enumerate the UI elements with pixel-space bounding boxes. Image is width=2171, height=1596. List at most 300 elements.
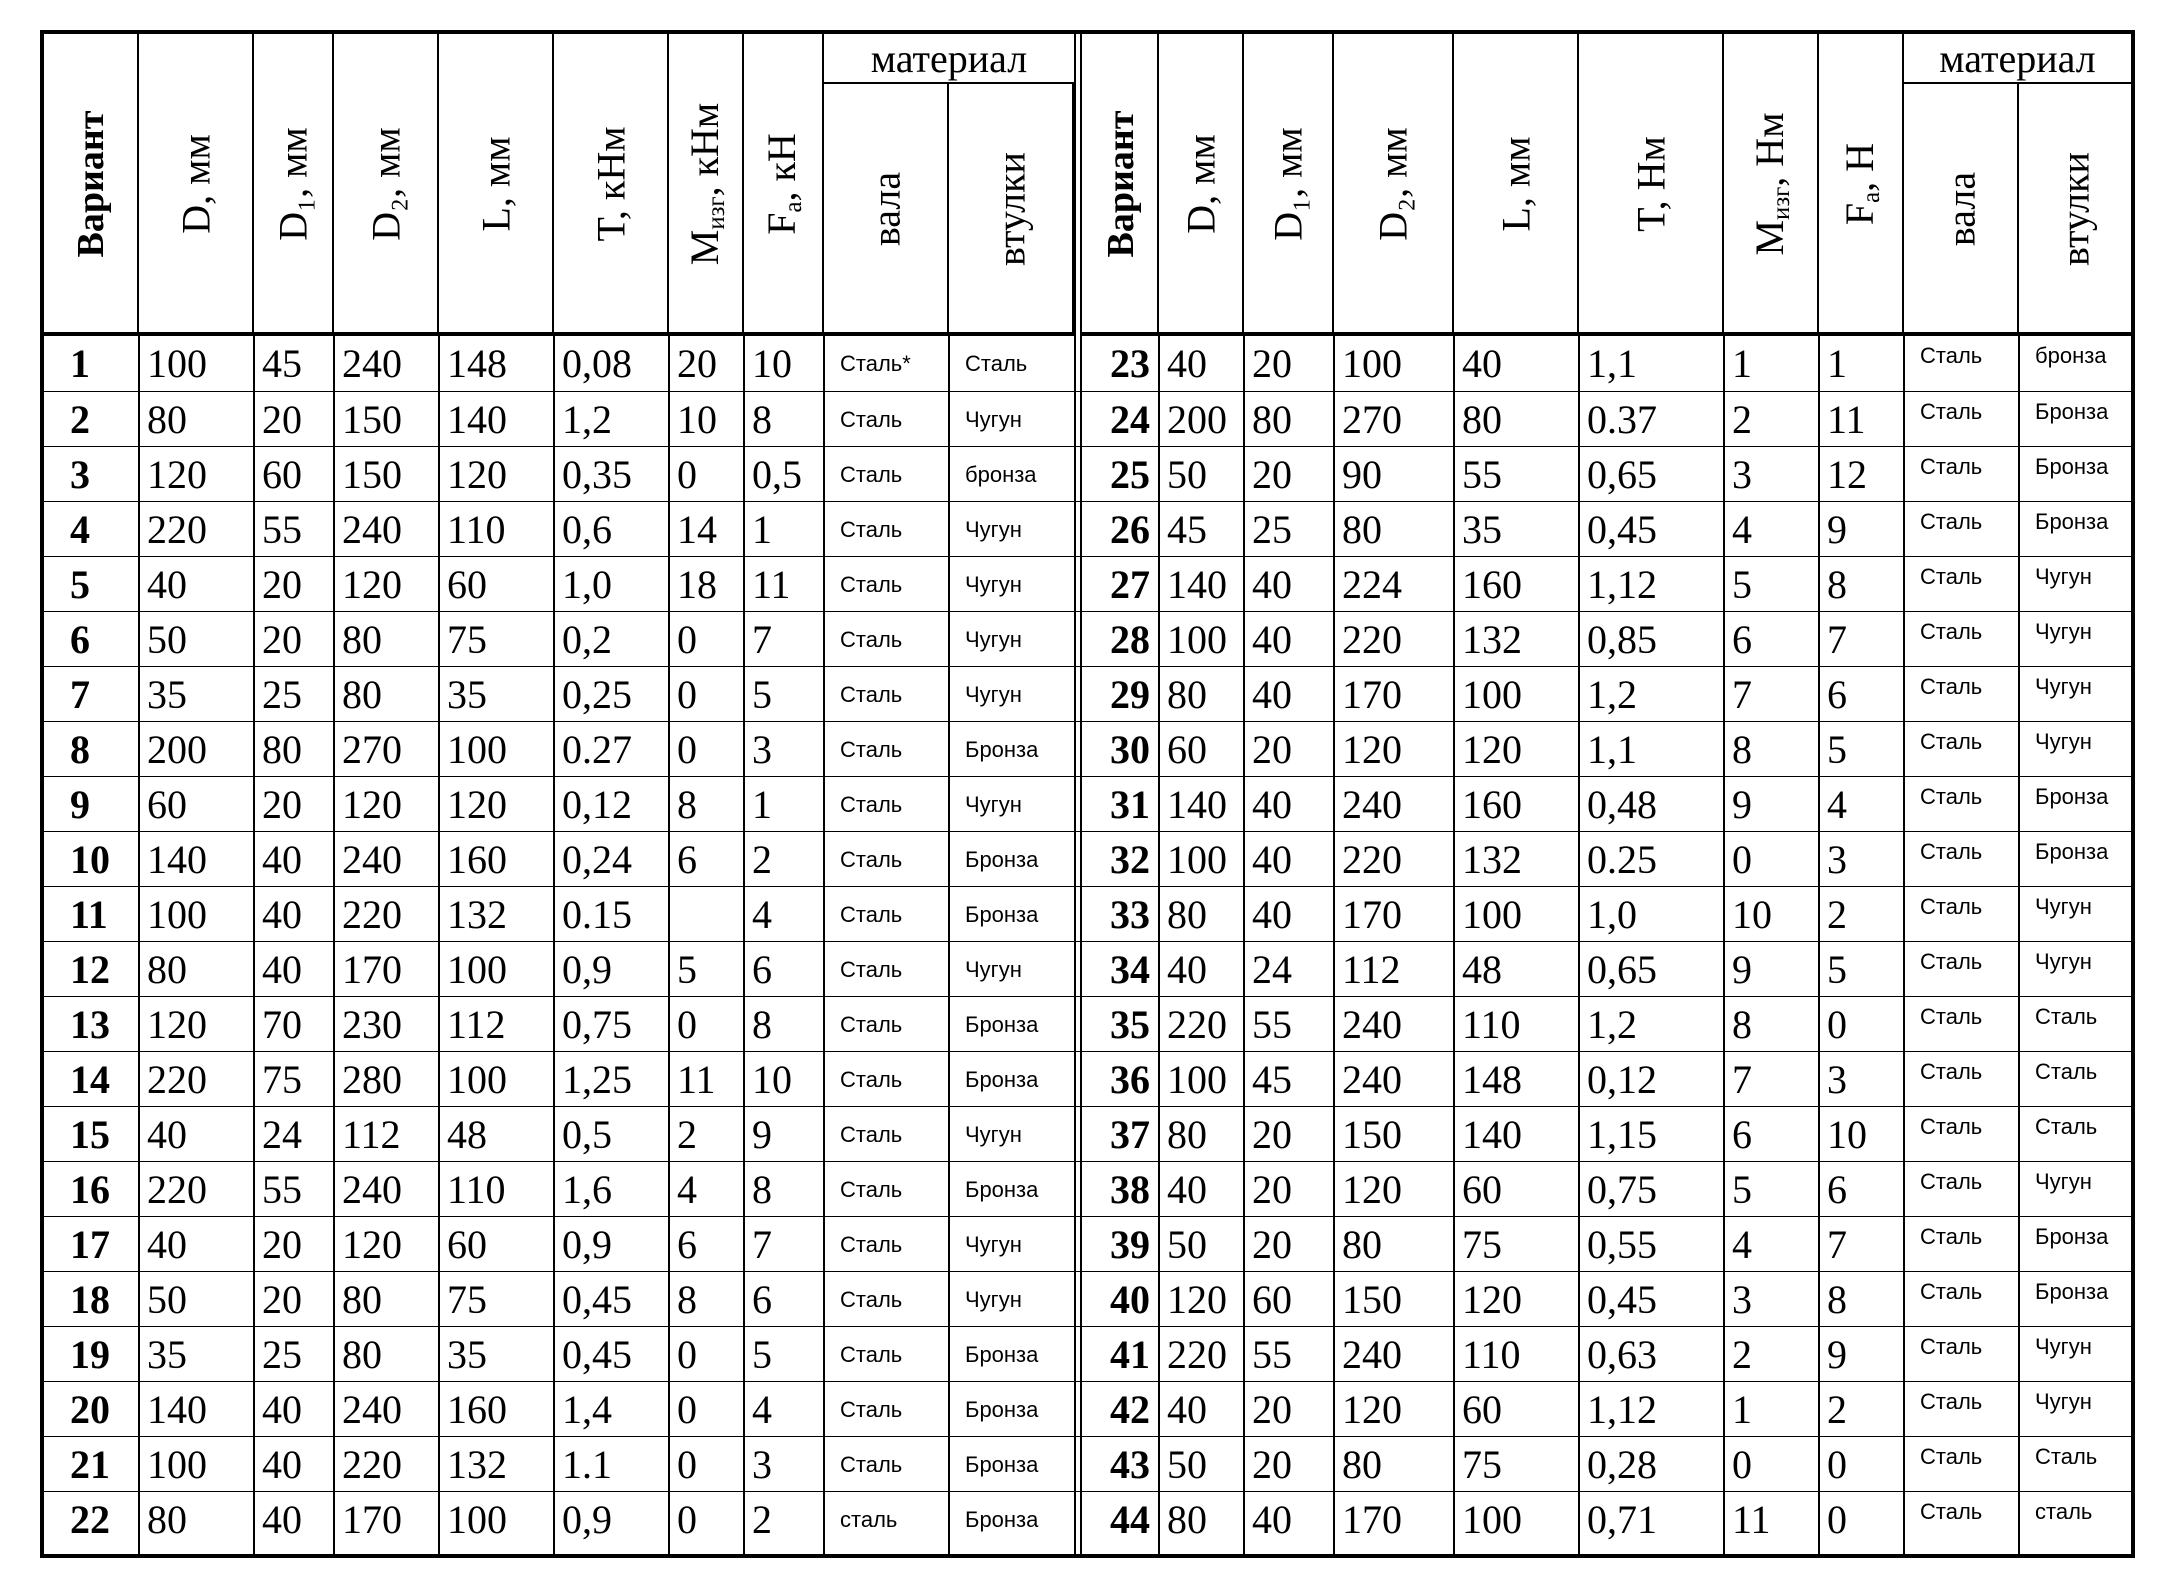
cell-L: 60 xyxy=(1462,1387,1502,1432)
header-right-D xyxy=(1159,34,1244,334)
cell-bushing: Бронза xyxy=(965,1452,1039,1477)
header-left-D2 xyxy=(334,34,439,334)
cell-D: 120 xyxy=(1167,1277,1227,1322)
header-left-M-label: $M_{изг}$, кНм xyxy=(681,102,730,266)
cell-L: 132 xyxy=(447,1442,507,1487)
cell-bushing: Бронза xyxy=(965,1397,1039,1422)
cell-F: 11 xyxy=(752,562,791,607)
cell-L: 40 xyxy=(1462,341,1502,386)
cell-variant: 11 xyxy=(70,892,108,937)
header-right-variant-label: Вариант xyxy=(1099,110,1142,258)
header-left-D2-label: D₂, мм xyxy=(363,127,408,241)
cell-L: 110 xyxy=(1462,1332,1521,1377)
cell-D1: 40 xyxy=(1252,892,1292,937)
cell-shaft: Сталь xyxy=(1920,949,1983,974)
cell-shaft: Сталь xyxy=(1920,1389,1983,1414)
cell-bushing: Бронза xyxy=(965,737,1039,762)
cell-L: 75 xyxy=(1462,1442,1502,1487)
cell-L: 100 xyxy=(1462,892,1522,937)
cell-D1: 40 xyxy=(1252,617,1292,662)
cell-bushing: Чугун xyxy=(965,957,1022,982)
cell-M: 20 xyxy=(677,341,717,386)
cell-D2: 80 xyxy=(1342,1442,1382,1487)
cell-bushing: Бронза xyxy=(965,1177,1039,1202)
cell-D: 80 xyxy=(1167,892,1207,937)
cell-F: 4 xyxy=(752,892,772,937)
cell-bushing: Чугун xyxy=(965,682,1022,707)
cell-D1: 40 xyxy=(1252,837,1292,882)
cell-L: 100 xyxy=(447,947,507,992)
cell-variant: 9 xyxy=(70,782,90,827)
table-row-right xyxy=(44,666,2131,721)
cell-D1: 40 xyxy=(1252,562,1292,607)
cell-variant: 16 xyxy=(70,1167,110,1212)
cell-shaft: Сталь xyxy=(840,1287,903,1312)
header-right-bushing xyxy=(2019,84,2131,334)
header-left-shaft xyxy=(824,84,949,334)
cell-T: 0,9 xyxy=(562,1497,612,1542)
cell-F: 7 xyxy=(1827,1222,1847,1267)
cell-shaft: Сталь xyxy=(1920,729,1983,754)
header-right-D-label: D, мм xyxy=(1178,134,1223,234)
cell-D1: 40 xyxy=(262,1442,302,1487)
cell-L: 48 xyxy=(447,1112,487,1157)
cell-D1: 40 xyxy=(1252,782,1292,827)
cell-variant: 7 xyxy=(70,672,90,717)
cell-D1: 40 xyxy=(262,947,302,992)
cell-D2: 80 xyxy=(1342,507,1382,552)
cell-D2: 280 xyxy=(342,1057,402,1102)
cell-F: 5 xyxy=(752,672,772,717)
cell-D1: 25 xyxy=(262,672,302,717)
cell-bushing: Бронза xyxy=(965,1067,1039,1092)
cell-F: 9 xyxy=(1827,507,1847,552)
cell-D: 80 xyxy=(147,947,187,992)
cell-D1: 40 xyxy=(1252,1497,1292,1542)
cell-F: 3 xyxy=(1827,837,1847,882)
cell-D2: 80 xyxy=(1342,1222,1382,1267)
cell-M: 4 xyxy=(1732,1222,1752,1267)
cell-D2: 240 xyxy=(1342,1002,1402,1047)
cell-shaft: Сталь xyxy=(1920,839,1983,864)
cell-T: 0,45 xyxy=(1587,507,1657,552)
cell-D2: 112 xyxy=(1342,947,1401,992)
cell-D: 140 xyxy=(1167,782,1227,827)
table-row-right xyxy=(44,886,2131,941)
cell-F: 3 xyxy=(752,727,772,772)
cell-variant: 40 xyxy=(1110,1277,1150,1322)
cell-D2: 270 xyxy=(342,727,402,772)
cell-D: 200 xyxy=(147,727,207,772)
cell-M: 4 xyxy=(677,1167,697,1212)
cell-D1: 60 xyxy=(262,452,302,497)
cell-D: 100 xyxy=(1167,837,1227,882)
header-left-F-label: $F_a$, кН xyxy=(758,133,808,235)
cell-L: 110 xyxy=(447,1167,506,1212)
variants-table xyxy=(40,30,2135,1558)
cell-variant: 32 xyxy=(1110,837,1150,882)
cell-F: 2 xyxy=(752,1497,772,1542)
cell-variant: 34 xyxy=(1110,947,1150,992)
cell-M: 0 xyxy=(677,1497,697,1542)
cell-M: 0 xyxy=(677,1442,697,1487)
cell-bushing: Бронза xyxy=(965,1012,1039,1037)
cell-F: 11 xyxy=(1827,397,1866,442)
cell-D2: 170 xyxy=(1342,892,1402,937)
cell-D2: 240 xyxy=(342,507,402,552)
cell-D: 80 xyxy=(1167,672,1207,717)
table-row-right xyxy=(44,941,2131,996)
cell-T: 0,45 xyxy=(1587,1277,1657,1322)
cell-shaft: Сталь xyxy=(840,462,903,487)
cell-D: 140 xyxy=(147,837,207,882)
cell-bushing: Чугун xyxy=(965,1232,1022,1257)
cell-T: 0,9 xyxy=(562,1222,612,1267)
header-left-shaft-label: вала xyxy=(863,171,908,247)
cell-D: 220 xyxy=(1167,1002,1227,1047)
cell-T: 0.15 xyxy=(562,892,632,937)
cell-L: 100 xyxy=(1462,1497,1522,1542)
cell-variant: 5 xyxy=(70,562,90,607)
cell-bushing: Бронза xyxy=(965,847,1039,872)
cell-M: 8 xyxy=(1732,1002,1752,1047)
cell-D2: 270 xyxy=(1342,397,1402,442)
cell-bushing: бронза xyxy=(965,462,1037,487)
cell-M: 0 xyxy=(677,1002,697,1047)
cell-D: 220 xyxy=(147,1057,207,1102)
cell-F: 5 xyxy=(1827,727,1847,772)
cell-D: 100 xyxy=(147,341,207,386)
cell-F: 4 xyxy=(752,1387,772,1432)
cell-D1: 25 xyxy=(262,1332,302,1377)
cell-shaft: Сталь xyxy=(840,792,903,817)
cell-bushing: Чугун xyxy=(965,1122,1022,1147)
cell-F: 8 xyxy=(1827,562,1847,607)
cell-shaft: Сталь xyxy=(840,1342,903,1367)
cell-D2: 150 xyxy=(1342,1277,1402,1322)
cell-bushing: Чугун xyxy=(965,792,1022,817)
cell-F: 1 xyxy=(752,782,772,827)
cell-D2: 120 xyxy=(1342,727,1402,772)
cell-M: 14 xyxy=(677,507,717,552)
cell-D1: 45 xyxy=(1252,1057,1292,1102)
cell-M: 18 xyxy=(677,562,717,607)
cell-D: 50 xyxy=(1167,1442,1207,1487)
cell-D2: 170 xyxy=(342,947,402,992)
header-right-M xyxy=(1724,34,1819,334)
cell-bushing: Бронза xyxy=(965,1507,1039,1532)
cell-T: 0,48 xyxy=(1587,782,1657,827)
cell-D1: 55 xyxy=(1252,1332,1292,1377)
header-right-D2-label: D₂, мм xyxy=(1370,127,1416,241)
header-right-shaft xyxy=(1904,84,2019,334)
header-left-L-label: L, мм xyxy=(473,136,518,232)
cell-T: 0,75 xyxy=(562,1002,632,1047)
cell-F: 5 xyxy=(1827,947,1847,992)
cell-T: 0,08 xyxy=(562,341,632,386)
cell-shaft: Сталь xyxy=(840,847,903,872)
cell-variant: 35 xyxy=(1110,1002,1150,1047)
cell-T: 0,63 xyxy=(1587,1332,1657,1377)
cell-D: 80 xyxy=(1167,1497,1207,1542)
cell-M: 0 xyxy=(677,617,697,662)
cell-D2: 80 xyxy=(342,1277,382,1322)
cell-F: 6 xyxy=(752,947,772,992)
cell-F: 12 xyxy=(1827,452,1867,497)
cell-bushing: Сталь xyxy=(2035,1114,2098,1139)
cell-M: 2 xyxy=(1732,397,1752,442)
cell-shaft: Сталь xyxy=(1920,1059,1983,1084)
cell-F: 2 xyxy=(752,837,772,882)
table-row-right xyxy=(44,391,2131,446)
table-row-right xyxy=(44,1491,2131,1546)
cell-D: 45 xyxy=(1167,507,1207,552)
cell-variant: 33 xyxy=(1110,892,1150,937)
cell-D: 100 xyxy=(1167,1057,1227,1102)
cell-variant: 27 xyxy=(1110,562,1150,607)
cell-bushing: Бронза xyxy=(965,1342,1039,1367)
cell-F: 0,5 xyxy=(752,452,802,497)
cell-variant: 4 xyxy=(70,507,90,552)
cell-shaft: Сталь xyxy=(1920,1004,1983,1029)
cell-D: 140 xyxy=(1167,562,1227,607)
cell-D2: 220 xyxy=(342,1442,402,1487)
cell-T: 0,65 xyxy=(1587,452,1657,497)
cell-T: 1,4 xyxy=(562,1387,612,1432)
cell-D1: 75 xyxy=(262,1057,302,1102)
table-row-right xyxy=(44,1051,2131,1106)
cell-variant: 30 xyxy=(1110,727,1150,772)
cell-D1: 70 xyxy=(262,1002,302,1047)
cell-F: 9 xyxy=(752,1112,772,1157)
cell-D2: 100 xyxy=(1342,341,1402,386)
cell-F: 3 xyxy=(1827,1057,1847,1102)
header-left-variant-label: Вариант xyxy=(69,110,112,258)
cell-L: 60 xyxy=(447,562,487,607)
cell-bushing: Чугун xyxy=(965,517,1022,542)
cell-D: 100 xyxy=(147,1442,207,1487)
cell-L: 35 xyxy=(447,672,487,717)
cell-F: 10 xyxy=(752,1057,792,1102)
cell-bushing: Чугун xyxy=(965,627,1022,652)
cell-D2: 240 xyxy=(342,837,402,882)
cell-D2: 112 xyxy=(342,1112,401,1157)
cell-D2: 80 xyxy=(342,1332,382,1377)
cell-T: 1,0 xyxy=(1587,892,1637,937)
header-left-M xyxy=(669,34,744,334)
header-left-D-label: D, мм xyxy=(173,134,218,234)
cell-D2: 150 xyxy=(1342,1112,1402,1157)
cell-M: 1 xyxy=(1732,341,1752,386)
cell-bushing: Чугун xyxy=(2035,1389,2092,1414)
cell-D1: 20 xyxy=(262,1277,302,1322)
cell-T: 0,35 xyxy=(562,452,632,497)
cell-variant: 20 xyxy=(70,1387,110,1432)
cell-shaft: Сталь xyxy=(1920,1334,1983,1359)
header-right-L xyxy=(1454,34,1579,334)
cell-shaft: Сталь xyxy=(840,627,903,652)
cell-D2: 120 xyxy=(1342,1387,1402,1432)
cell-F: 8 xyxy=(752,1002,772,1047)
cell-variant: 23 xyxy=(1110,341,1150,386)
cell-L: 160 xyxy=(447,837,507,882)
cell-D1: 20 xyxy=(262,562,302,607)
cell-D2: 240 xyxy=(1342,782,1402,827)
cell-D2: 170 xyxy=(1342,1497,1402,1542)
cell-F: 10 xyxy=(1827,1112,1867,1157)
cell-D1: 20 xyxy=(1252,1387,1292,1432)
cell-D1: 20 xyxy=(1252,1167,1292,1212)
cell-T: 1,1 xyxy=(1587,727,1637,772)
cell-shaft: Сталь xyxy=(1920,894,1983,919)
cell-shaft: сталь xyxy=(840,1507,898,1532)
cell-bushing: Чугун xyxy=(2035,564,2092,589)
cell-L: 60 xyxy=(1462,1167,1502,1212)
cell-D1: 40 xyxy=(262,892,302,937)
cell-D: 40 xyxy=(147,1222,187,1267)
header-left-D xyxy=(139,34,254,334)
cell-L: 55 xyxy=(1462,452,1502,497)
header-right-D1 xyxy=(1244,34,1334,334)
header-right-T xyxy=(1579,34,1724,334)
cell-D: 80 xyxy=(147,397,187,442)
cell-T: 1,2 xyxy=(562,397,612,442)
cell-M: 2 xyxy=(1732,1332,1752,1377)
cell-D1: 60 xyxy=(1252,1277,1292,1322)
cell-L: 148 xyxy=(1462,1057,1522,1102)
cell-D2: 80 xyxy=(342,617,382,662)
header-right-F xyxy=(1819,34,1904,334)
header-left-T xyxy=(554,34,669,334)
cell-bushing: Сталь xyxy=(2035,1059,2098,1084)
table-row-right xyxy=(44,611,2131,666)
cell-D: 100 xyxy=(147,892,207,937)
cell-T: 1,12 xyxy=(1587,562,1657,607)
cell-D: 220 xyxy=(147,1167,207,1212)
cell-D1: 24 xyxy=(1252,947,1292,992)
header-left-variant xyxy=(44,34,139,334)
cell-shaft: Сталь xyxy=(840,1397,903,1422)
cell-D: 200 xyxy=(1167,397,1227,442)
cell-D2: 220 xyxy=(1342,837,1402,882)
cell-D2: 220 xyxy=(1342,617,1402,662)
header-right-F-label: $F_a$, Н xyxy=(1836,142,1885,226)
cell-shaft: Сталь xyxy=(1920,564,1983,589)
cell-L: 100 xyxy=(447,1497,507,1542)
cell-D: 80 xyxy=(1167,1112,1207,1157)
cell-shaft: Сталь xyxy=(1920,1224,1983,1249)
cell-D2: 80 xyxy=(342,672,382,717)
cell-D1: 20 xyxy=(1252,727,1292,772)
cell-L: 100 xyxy=(447,727,507,772)
cell-D2: 150 xyxy=(342,397,402,442)
cell-T: 0,45 xyxy=(562,1277,632,1322)
cell-M: 5 xyxy=(1732,1167,1752,1212)
cell-D1: 20 xyxy=(262,617,302,662)
cell-F: 5 xyxy=(752,1332,772,1377)
cell-variant: 13 xyxy=(70,1002,110,1047)
cell-variant: 39 xyxy=(1110,1222,1150,1267)
cell-L: 132 xyxy=(1462,617,1522,662)
cell-D2: 90 xyxy=(1342,452,1382,497)
cell-M: 5 xyxy=(1732,562,1752,607)
cell-bushing: Бронза xyxy=(965,902,1039,927)
cell-variant: 25 xyxy=(1110,452,1150,497)
cell-D: 80 xyxy=(147,1497,187,1542)
cell-T: 1,0 xyxy=(562,562,612,607)
cell-variant: 19 xyxy=(70,1332,110,1377)
cell-T: 0,65 xyxy=(1587,947,1657,992)
cell-T: 0.37 xyxy=(1587,397,1657,442)
cell-F: 8 xyxy=(752,397,772,442)
cell-bushing: бронза xyxy=(2035,343,2107,368)
cell-L: 75 xyxy=(447,617,487,662)
cell-shaft: Сталь xyxy=(840,1452,903,1477)
cell-variant: 44 xyxy=(1110,1497,1150,1542)
cell-M: 0 xyxy=(677,1387,697,1432)
cell-shaft: Сталь xyxy=(840,902,903,927)
cell-D: 40 xyxy=(1167,947,1207,992)
header-left-bushing-label: втулки xyxy=(988,152,1033,266)
cell-variant: 21 xyxy=(70,1442,110,1487)
cell-T: 0,85 xyxy=(1587,617,1657,662)
cell-F: 0 xyxy=(1827,1442,1847,1487)
cell-shaft: Сталь xyxy=(840,1122,903,1147)
cell-D1: 55 xyxy=(262,507,302,552)
cell-F: 3 xyxy=(752,1442,772,1487)
cell-bushing: Чугун xyxy=(2035,619,2092,644)
table-row-right xyxy=(44,1161,2131,1216)
cell-F: 1 xyxy=(1827,341,1847,386)
cell-L: 75 xyxy=(447,1277,487,1322)
cell-bushing: Чугун xyxy=(965,1287,1022,1312)
cell-L: 120 xyxy=(1462,727,1522,772)
cell-D2: 240 xyxy=(342,1167,402,1212)
header-right-bushing-label: втулки xyxy=(2052,152,2098,266)
cell-T: 0,55 xyxy=(1587,1222,1657,1267)
cell-M: 6 xyxy=(677,1222,697,1267)
cell-bushing: Чугун xyxy=(2035,729,2092,754)
cell-variant: 41 xyxy=(1110,1332,1150,1377)
cell-T: 0,25 xyxy=(562,672,632,717)
cell-F: 6 xyxy=(1827,1167,1847,1212)
cell-L: 110 xyxy=(1462,1002,1521,1047)
cell-shaft: Сталь* xyxy=(840,351,911,376)
cell-T: 1,25 xyxy=(562,1057,632,1102)
cell-L: 60 xyxy=(447,1222,487,1267)
cell-F: 1 xyxy=(752,507,772,552)
cell-bushing: Сталь xyxy=(965,351,1028,376)
cell-L: 120 xyxy=(1462,1277,1522,1322)
cell-D1: 55 xyxy=(262,1167,302,1212)
cell-T: 0,5 xyxy=(562,1112,612,1157)
header-right-shaft-label: вала xyxy=(1938,171,1983,247)
cell-T: 1,15 xyxy=(1587,1112,1657,1157)
cell-M: 6 xyxy=(1732,1112,1752,1157)
cell-D2: 230 xyxy=(342,1002,402,1047)
cell-shaft: Сталь xyxy=(840,517,903,542)
cell-D: 35 xyxy=(147,672,187,717)
cell-M: 3 xyxy=(1732,452,1752,497)
cell-bushing: Бронза xyxy=(2035,839,2109,864)
header-right-variant xyxy=(1084,34,1159,334)
cell-shaft: Сталь xyxy=(1920,1279,1983,1304)
cell-D1: 20 xyxy=(1252,1442,1292,1487)
cell-M: 7 xyxy=(1732,672,1752,717)
cell-variant: 43 xyxy=(1110,1442,1150,1487)
cell-D2: 120 xyxy=(1342,1167,1402,1212)
header-left-material: материал xyxy=(824,34,1074,84)
